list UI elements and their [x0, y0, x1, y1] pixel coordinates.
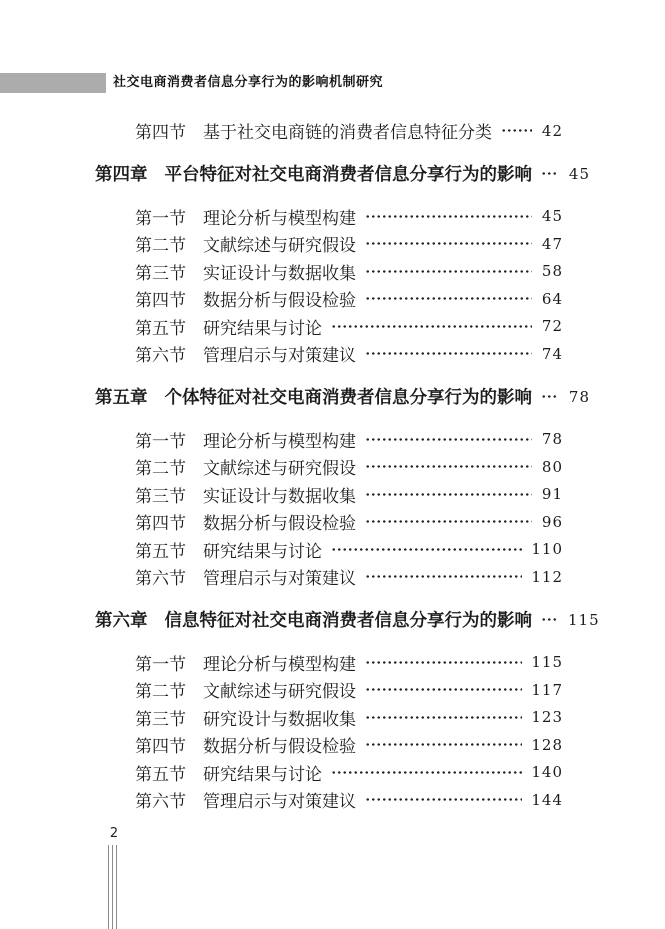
toc-entry-label: 第六节 [135, 346, 186, 367]
toc-entry-label: 第四节 [135, 737, 186, 758]
dot-leader [365, 263, 532, 280]
toc-entry-section [0, 203, 665, 231]
dot-leader [541, 165, 559, 183]
dot-leader [331, 541, 522, 558]
toc-entry-title: 文献综述与研究假设 [203, 236, 356, 257]
dot-leader [365, 486, 532, 503]
toc-entry-page: 144 [531, 790, 563, 809]
toc-entry-section [0, 786, 665, 814]
dot-leader [365, 654, 522, 671]
toc-entry-section [0, 508, 665, 536]
dot-leader [541, 388, 559, 406]
toc-entry-page: 42 [541, 121, 563, 140]
toc-entry-label: 第六节 [135, 569, 186, 590]
dot-leader [365, 345, 532, 362]
toc-entry-label: 第二节 [135, 459, 186, 480]
footer-line [108, 845, 109, 929]
toc-entry-title: 实证设计与数据收集 [203, 486, 356, 507]
toc-entry-title: 理论分析与模型构建 [203, 208, 356, 229]
toc-entry-page: 45 [541, 207, 563, 226]
toc-entry-label: 第五节 [135, 318, 186, 339]
toc-entry-page: 80 [541, 457, 563, 476]
toc-entry-title: 理论分析与模型构建 [203, 654, 356, 675]
toc-entry-section [0, 536, 665, 564]
toc-entry-page: 72 [541, 317, 563, 336]
toc-entry-page: 45 [568, 164, 590, 183]
toc-entry-title: 基于社交电商链的消费者信息特征分类 [203, 123, 492, 144]
dot-leader [365, 681, 522, 698]
toc-entry-page: 64 [541, 289, 563, 308]
toc-entry-label: 第六章 [95, 611, 148, 631]
toc-entry-label: 第二节 [135, 236, 186, 257]
toc-entry-page: 110 [531, 540, 563, 559]
toc-entry-title: 管理启示与对策建议 [203, 569, 356, 590]
toc-entry-page: 140 [531, 763, 563, 782]
toc-entry-title: 研究结果与讨论 [203, 541, 322, 562]
dot-leader [365, 791, 522, 808]
toc-entry-page: 47 [541, 234, 563, 253]
toc-entry-title: 平台特征对社交电商消费者信息分享行为的影响 [164, 165, 532, 185]
footer-decoration-lines [108, 845, 117, 929]
toc-entry-label: 第五章 [95, 388, 148, 408]
toc-entry-chapter [0, 383, 665, 411]
toc-entry-label: 第一节 [135, 431, 186, 452]
toc-entry-title: 管理启示与对策建议 [203, 792, 356, 813]
toc-entry-page: 115 [531, 653, 563, 672]
toc-entry-page: 123 [531, 708, 563, 727]
toc-entry-page: 117 [531, 680, 563, 699]
toc-entry-label: 第五节 [135, 541, 186, 562]
toc-entry-chapter [0, 160, 665, 188]
toc-entry-page: 91 [541, 485, 563, 504]
toc-entry-label: 第四节 [135, 123, 186, 144]
toc-entry-page: 115 [568, 610, 600, 629]
toc-entry-section [0, 759, 665, 787]
toc-entry-page: 78 [541, 430, 563, 449]
toc-entry-section [0, 258, 665, 286]
dot-leader [331, 318, 532, 335]
toc-entry-section [0, 313, 665, 341]
dot-leader [365, 736, 522, 753]
toc-entry-section [0, 731, 665, 759]
toc-entry-section [0, 676, 665, 704]
footer-line [112, 845, 113, 929]
toc-entry-title: 研究结果与讨论 [203, 764, 322, 785]
toc-entry-section [0, 285, 665, 313]
toc-entry-section [0, 230, 665, 258]
table-of-contents [0, 117, 665, 814]
toc-entry-label: 第二节 [135, 682, 186, 703]
toc-entry-title: 数据分析与假设检验 [203, 514, 356, 535]
toc-entry-title: 个体特征对社交电商消费者信息分享行为的影响 [164, 388, 532, 408]
toc-entry-page: 96 [541, 512, 563, 531]
toc-entry-section [0, 117, 665, 145]
toc-entry-label: 第三节 [135, 263, 186, 284]
toc-entry-label: 第一节 [135, 654, 186, 675]
dot-leader [365, 513, 532, 530]
toc-entry-section [0, 453, 665, 481]
toc-entry-section [0, 481, 665, 509]
toc-entry-title: 文献综述与研究假设 [203, 459, 356, 480]
toc-entry-title: 数据分析与假设检验 [203, 291, 356, 312]
dot-leader [501, 122, 532, 139]
toc-entry-chapter [0, 606, 665, 634]
toc-entry-title: 实证设计与数据收集 [203, 263, 356, 284]
toc-entry-page: 112 [531, 567, 563, 586]
dot-leader [365, 431, 532, 448]
toc-entry-page: 74 [541, 344, 563, 363]
toc-entry-label: 第三节 [135, 486, 186, 507]
dot-leader [365, 458, 532, 475]
toc-entry-label: 第三节 [135, 709, 186, 730]
toc-entry-label: 第六节 [135, 792, 186, 813]
toc-entry-section [0, 704, 665, 732]
dot-leader [331, 764, 522, 781]
toc-entry-section [0, 426, 665, 454]
toc-entry-label: 第一节 [135, 208, 186, 229]
toc-entry-label: 第四章 [95, 165, 148, 185]
toc-entry-label: 第四节 [135, 514, 186, 535]
running-header: 社交电商消费者信息分享行为的影响机制研究 [113, 75, 384, 90]
toc-entry-title: 研究结果与讨论 [203, 318, 322, 339]
dot-leader [541, 611, 559, 629]
toc-entry-title: 理论分析与模型构建 [203, 431, 356, 452]
toc-entry-title: 数据分析与假设检验 [203, 737, 356, 758]
footer-page-number: 2 [109, 826, 119, 841]
toc-entry-title: 信息特征对社交电商消费者信息分享行为的影响 [164, 611, 532, 631]
dot-leader [365, 568, 522, 585]
dot-leader [365, 709, 522, 726]
header-accent-bar [0, 73, 106, 93]
toc-entry-label: 第五节 [135, 764, 186, 785]
toc-entry-section [0, 563, 665, 591]
dot-leader [365, 208, 532, 225]
toc-entry-page: 58 [541, 262, 563, 281]
dot-leader [365, 235, 532, 252]
toc-entry-label: 第四节 [135, 291, 186, 312]
toc-entry-title: 文献综述与研究假设 [203, 682, 356, 703]
toc-entry-title: 研究设计与数据收集 [203, 709, 356, 730]
toc-entry-page: 78 [568, 387, 590, 406]
footer-line [116, 845, 117, 929]
dot-leader [365, 290, 532, 307]
toc-entry-section [0, 340, 665, 368]
toc-entry-title: 管理启示与对策建议 [203, 346, 356, 367]
toc-entry-section [0, 649, 665, 677]
toc-entry-page: 128 [531, 735, 563, 754]
